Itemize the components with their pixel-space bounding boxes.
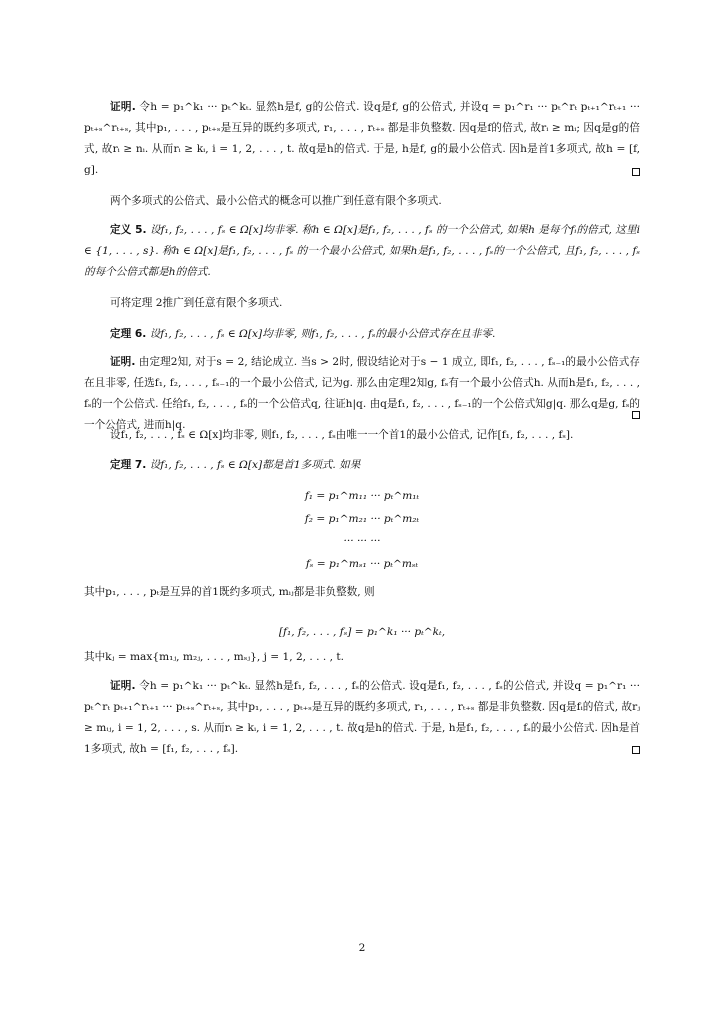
proof-label: 证明.	[110, 356, 136, 368]
qed-box	[632, 746, 640, 754]
proof-paragraph-1	[84, 97, 640, 181]
proof-paragraph-2	[84, 352, 640, 436]
paragraph-where: 其中p₁, . . . , pₜ是互异的首1既约多项式, mᵢⱼ都是非负整数, 则	[84, 586, 375, 598]
paragraph-kj: 其中kⱼ = max{m₁ⱼ, m₂ⱼ, . . . , mₛⱼ}, j = 1, 2, . . . , t.	[84, 651, 344, 663]
definition-label: 定义 5.	[110, 224, 147, 236]
paragraph-generalize: 两个多项式的公倍式、最小公倍式的概念可以推广到任意有限个多项式.	[110, 195, 442, 207]
definition-text: 设f₁, f₂, . . . , fₛ ∈ Ω[x]均非零. 称h ∈ Ω[x]是f₁, f₂, . . . , fₛ 的一个公倍式, 如果h 是每个fᵢ的倍式, 这里i ∈ {1, . . . , s}. 称h ∈ Ω[x]是f₁, f₂, . . . , fₛ 的一个最小公倍式, 如果h是f₁, f₂, . . . , fₛ的一个公倍式, 且f₁, f₂, . . . , fₛ的每个公倍式都是h的倍式.	[84, 224, 641, 278]
equation-dots: ··· ··· ···	[343, 535, 381, 547]
proof-paragraph-3	[84, 676, 640, 760]
equation-lcm: [f₁, f₂, . . . , fₛ] = p₁^k₁ ··· pₜ^kₜ,	[278, 626, 446, 638]
theorem-label: 定理 6.	[110, 328, 147, 340]
proof-label: 证明.	[110, 101, 136, 113]
theorem-7	[84, 455, 640, 476]
paragraph-extend: 可将定理 2推广到任意有限个多项式.	[110, 297, 283, 309]
equation-f2: f₂ = p₁^m₂₁ ··· pₜ^m₂ₜ	[304, 513, 420, 525]
page-number: 2	[358, 942, 366, 954]
proof-text: 令h = p₁^k₁ ··· pₜ^kₜ. 显然h是f₁, f₂, . . . , fₛ的公倍式. 设q是f₁, f₂, . . . , fₛ的公倍式, 并设q = p₁^r₁ ··· pₜ^rₜ pₜ₊₁^rₜ₊₁ ··· pₜ₊ₛ^rₜ₊ₛ, 其中p₁, . . . , pₜ₊ₛ是互异的既约多项式, r₁, . . . , rₜ₊ₛ 都是非负整数. 因q是fᵢ的倍式, 故rⱼ ≥ mᵢⱼ, i = 1, 2, . . . , s. 从而rᵢ ≥ kᵢ, i = 1, 2, . . . , t. 故q是h的倍式. 于是, h是f₁, f₂, . . . , fₛ的最小公倍式. 因h是首1多项式, 故h = [f₁, f₂, . . . , fₛ].	[84, 680, 641, 755]
paragraph-unique-lcm: 设f₁, f₂, . . . , fₛ ∈ Ω[x]均非零, 则f₁, f₂, . . . , fₛ由唯一一个首1的最小公倍式, 记作[f₁, f₂, . . . , fₛ].	[110, 429, 574, 441]
theorem-text: 设f₁, f₂, . . . , fₛ ∈ Ω[x]均非零, 则f₁, f₂, . . . , fₛ的最小公倍式存在且非零.	[149, 328, 496, 340]
theorem-6	[84, 324, 640, 345]
proof-text: 由定理2知, 对于s = 2, 结论成立. 当s > 2时, 假设结论对于s − 1 成立, 即f₁, f₂, . . . , fₛ₋₁的最小公倍式存在且非零, 任选f₁, f₂, . . . , fₛ₋₁的一个最小公倍式, 记为g. 那么由定理2知g, fₛ有一个最小公倍式h. 从而h是f₁, f₂, . . . , fₛ的一个公倍式. 任给f₁, f₂, . . . , fₛ的一个公倍式q, 往证h|q. 由q是f₁, f₂, . . . , fₛ₋₁的一个公倍式知g|q. 那么q是g, fₛ的一个公倍式, 进而h|q.	[84, 356, 640, 431]
proof-text: 令h = p₁^k₁ ··· pₜ^kₜ. 显然h是f, g的公倍式. 设q是f, g的公倍式, 并设q = p₁^r₁ ··· pₜ^rₜ pₜ₊₁^rₜ₊₁ ··· pₜ₊ₛ^rₜ₊ₛ, 其中p₁, . . . , pₜ₊ₛ是互异的既约多项式, r₁, . . . , rₜ₊ₛ 都是非负整数. 因q是f的倍式, 故rᵢ ≥ mᵢ; 因q是g的倍式, 故rᵢ ≥ nᵢ. 从而rᵢ ≥ kᵢ, i = 1, 2, . . . , t. 故q是h的倍式. 于是, h是f, g的最小公倍式. 因h是首1多项式, 故h = [f, g].	[84, 101, 640, 176]
equation-f1: f₁ = p₁^m₁₁ ··· pₜ^m₁ₜ	[304, 490, 420, 502]
qed-box	[632, 168, 640, 176]
qed-box	[632, 411, 640, 419]
theorem-label: 定理 7.	[110, 459, 147, 471]
equation-fs: fₛ = p₁^mₛ₁ ··· pₜ^mₛₜ	[305, 558, 419, 570]
theorem-text: 设f₁, f₂, . . . , fₛ ∈ Ω[x]都是首1多项式. 如果	[149, 459, 361, 471]
proof-label: 证明.	[110, 680, 136, 692]
definition-5	[84, 220, 640, 283]
